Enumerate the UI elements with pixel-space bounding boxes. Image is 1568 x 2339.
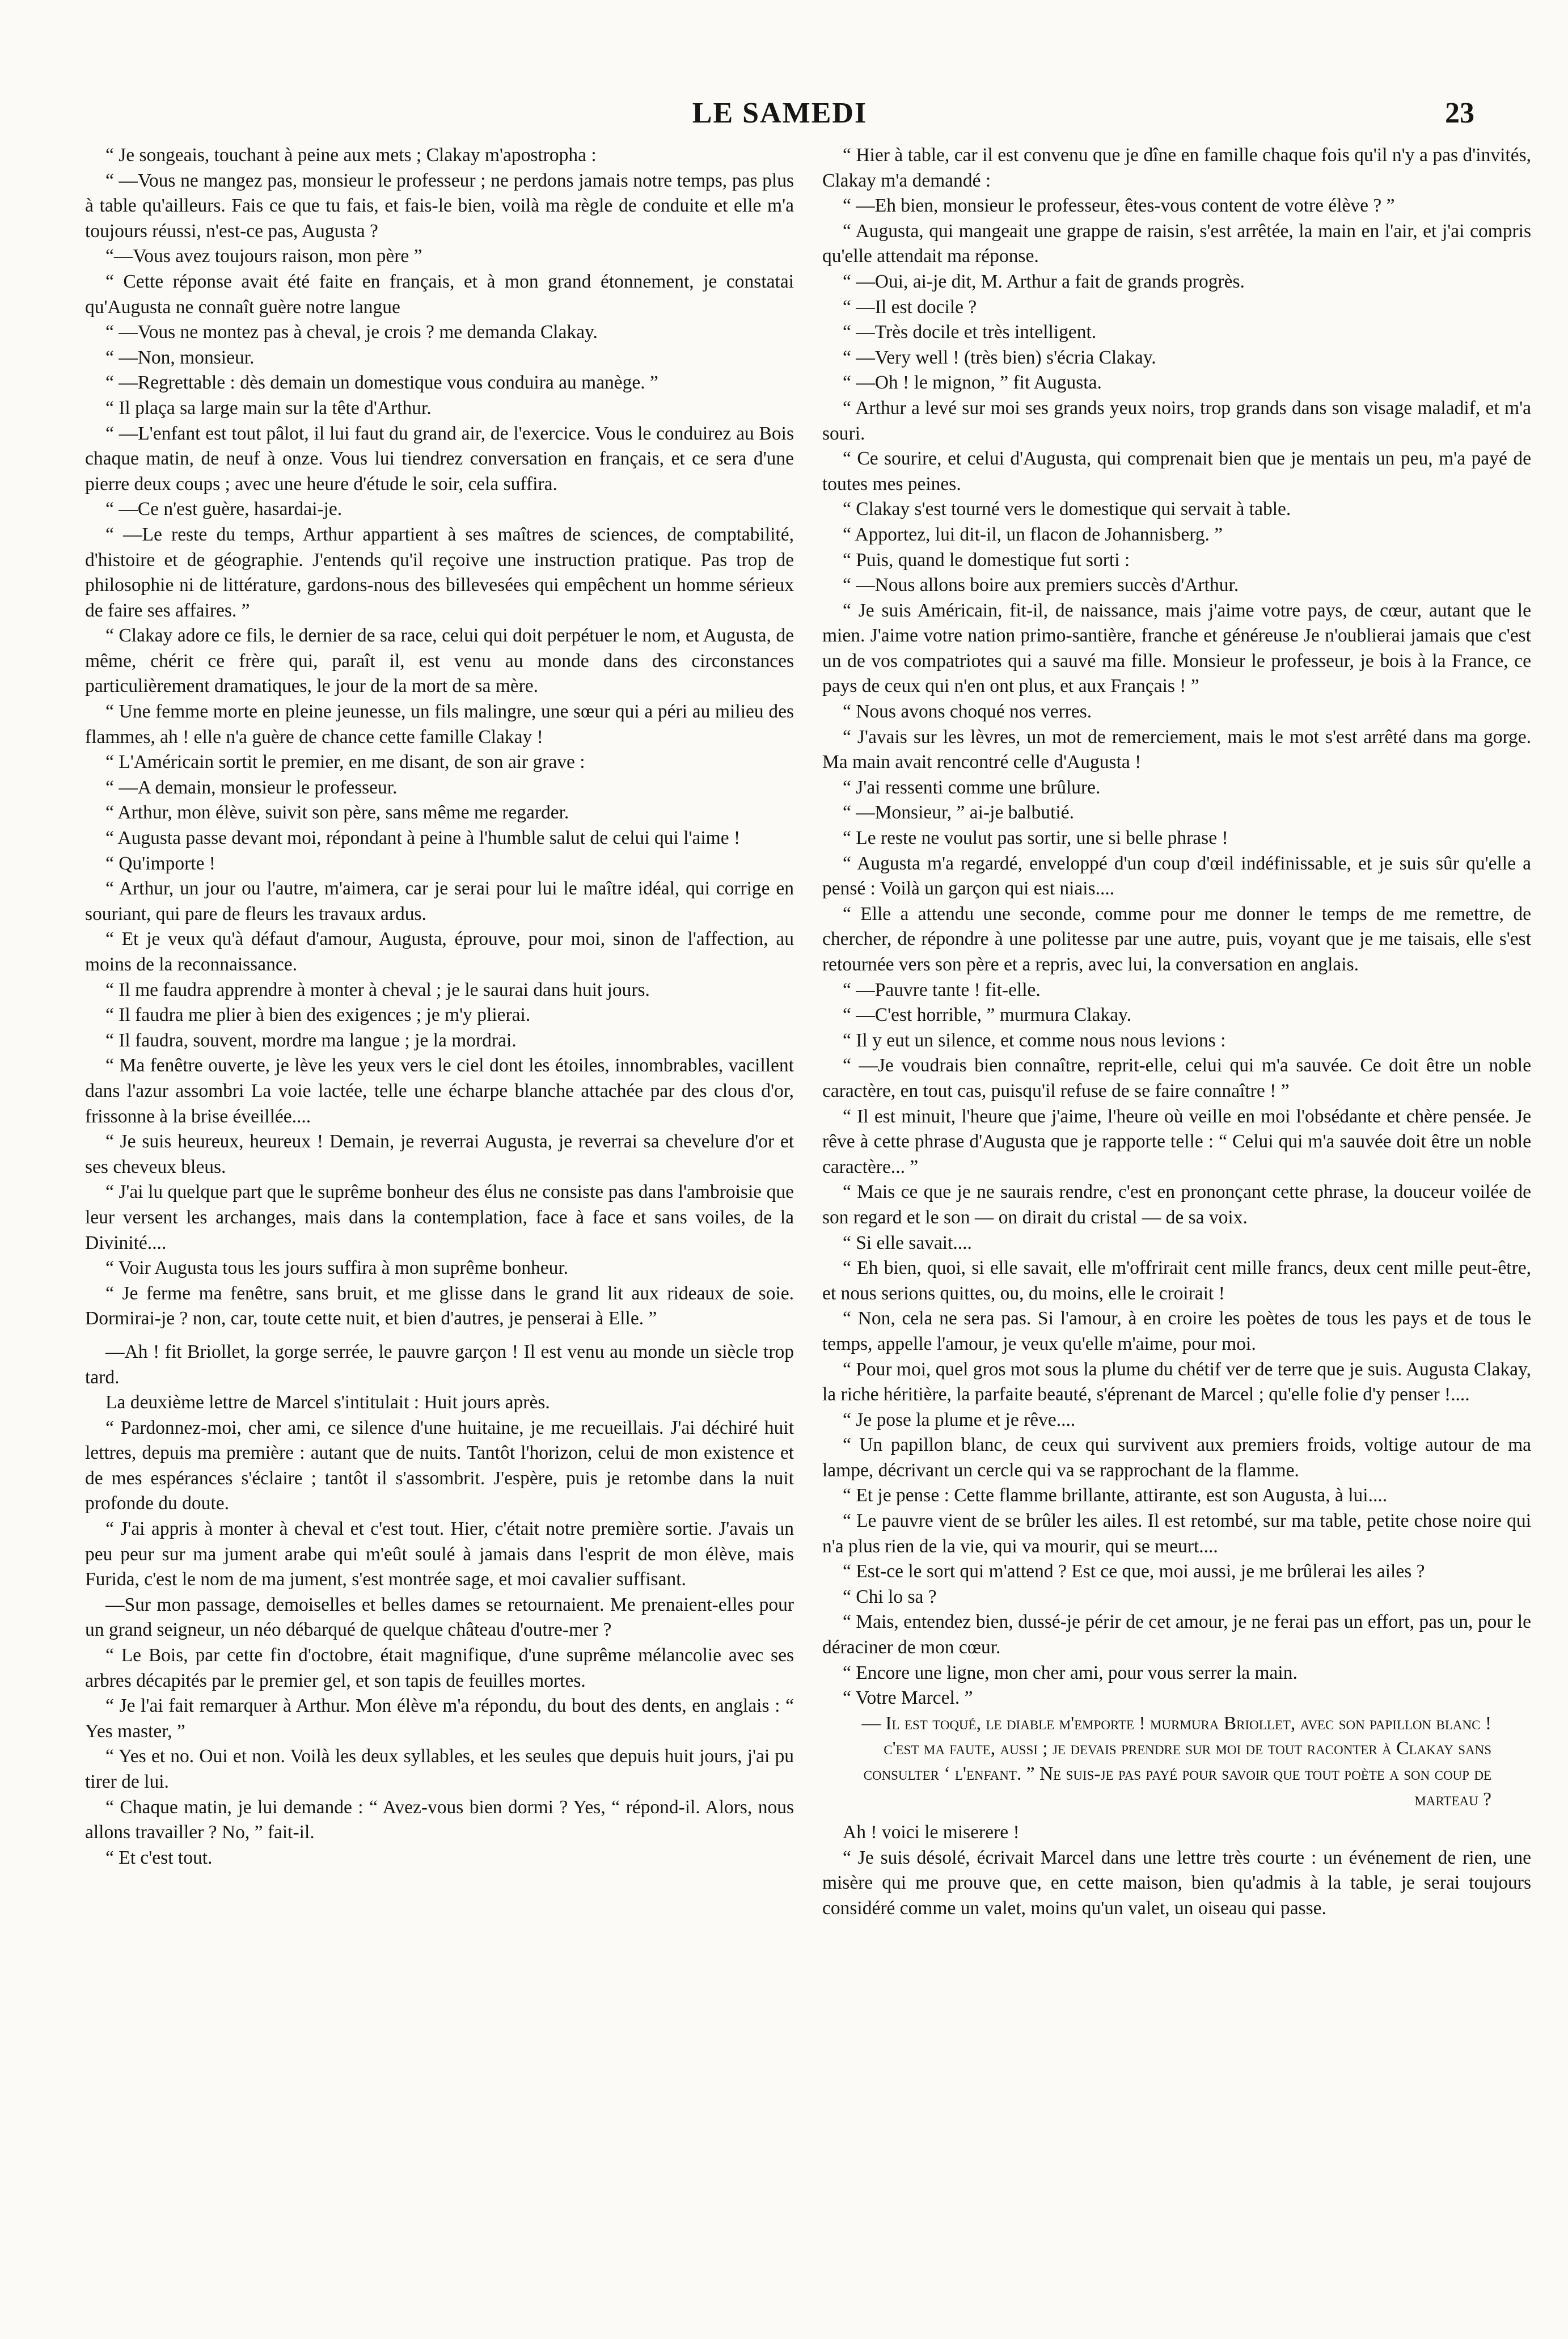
paragraph: “ —A demain, monsieur le professeur. xyxy=(105,776,398,798)
paragraph: “ Eh bien, quoi, si elle savait, elle m'offrirait cent mille francs, deux cent mille peut-être, et nous serions quittes, ou, du moins, elle le croirait ! xyxy=(822,1257,1531,1304)
paragraph: “ Augusta m'a regardé, enveloppé d'un coup d'œil indéfinissable, et je suis sûr qu'elle a pensé : Voilà un garçon qui est niais.... xyxy=(822,852,1531,900)
paragraph: “ J'ai lu quelque part que le suprême bonheur des élus ne consiste pas dans l'ambroisie que leur versent les archanges, mais dans la contemplation, face à face et sans voiles, de la Divinité.... xyxy=(85,1181,794,1253)
paragraph: “ Qu'importe ! xyxy=(105,852,215,874)
paragraph: “ —Eh bien, monsieur le professeur, êtes-vous content de votre élève ? ” xyxy=(843,195,1395,217)
paragraph: “ Il est minuit, l'heure que j'aime, l'heure où veille en moi l'obsédante et chère pensée. Je rêve à cette phrase d'Augusta que je rapporte telle : “ Celui qui m'a sauvée doit être un noble caractère... ” xyxy=(822,1105,1531,1177)
paragraph: “ —Il est docile ? xyxy=(843,296,977,318)
paragraph: “ Votre Marcel. ” xyxy=(843,1687,973,1709)
paragraph: — Il est toqué, le diable m'emporte ! murmura Briollet, avec son papillon blanc ! c'est ma faute, aussi ; je devais prendre sur moi de tout raconter à Clakay sans consulter ‘ l'enfant. ” Ne suis-je pas payé pour savoir que tout poète a son coup de marteau ? xyxy=(861,1712,1491,1810)
paragraph: “ Puis, quand le domestique fut sorti : xyxy=(843,549,1130,571)
paragraph: “ Ma fenêtre ouverte, je lève les yeux vers le ciel dont les étoiles, innombrables, vacillent dans l'azur assombri La voie lactée, telle une écharpe blanche attachée par des clous d'or, frissonne à la brise éveillée.... xyxy=(85,1055,794,1127)
paragraph: “ Yes et no. Oui et non. Voilà les deux syllables, et les seules que depuis huit jours, j'ai pu tirer de lui. xyxy=(85,1746,794,1792)
paragraph: “ L'Américain sortit le premier, en me disant, de son air grave : xyxy=(105,751,585,773)
paragraph: “ —Oh ! le mignon, ” fit Augusta. xyxy=(843,372,1102,394)
paragraph: —Ah ! fit Briollet, la gorge serrée, le pauvre garçon ! Il est venu au monde un siècle trop tard. xyxy=(85,1341,794,1388)
paragraph: “ Voir Augusta tous les jours suffira à mon suprême bonheur. xyxy=(105,1257,569,1279)
paragraph: “ —Pauvre tante ! fit-elle. xyxy=(843,979,1041,1000)
paragraph: “ —Monsieur, ” ai-je balbutié. xyxy=(843,802,1074,824)
paragraph: “ Le reste ne voulut pas sortir, une si belle phrase ! xyxy=(843,827,1228,849)
paragraph: “ Clakay s'est tourné vers le domestique qui servait à table. xyxy=(843,499,1291,520)
paragraph: “ J'ai appris à monter à cheval et c'est tout. Hier, c'était notre première sortie. J'avais un peu peur sur ma jument arabe qui m'eût soulé à jamais dans l'esprit de mon élève, mais Furida, c'est le nom de ma jument, s'est montrée sage, et moi cavalier suffisant. xyxy=(85,1518,794,1590)
paragraph: “ Clakay adore ce fils, le dernier de sa race, celui qui doit perpétuer le nom, et Augusta, de même, chérit ce frère qui, paraît il, est venu au monde dans des circonstances particulièrement dramatiques, le jour de la mort de sa mère. xyxy=(85,625,794,697)
paragraph: “ —Non, monsieur. xyxy=(105,347,255,368)
paragraph: “ Le Bois, par cette fin d'octobre, était magnifique, d'une suprême mélancolie avec ses arbres décapités par le premier gel, et son tapis de feuilles mortes. xyxy=(85,1645,794,1691)
paragraph: “ Ce sourire, et celui d'Augusta, qui comprenait bien que je mentais un peu, m'a payé de toutes mes peines. xyxy=(822,448,1531,495)
paragraph: “ Je suis Américain, fit-il, de naissance, mais j'aime votre pays, de cœur, autant que le mien. J'aime votre nation primo-santière, franche et généreuse Je n'oublierai jamais que c'est un de vos compatriotes qui a sauvé ma fille. Monsieur le professeur, je bois à la France, ce pays de ceux qui n'en ont plus, et aux Français ! ” xyxy=(822,599,1531,697)
paragraph: “ —Le reste du temps, Arthur appartient à ses maîtres de sciences, de comptabilité, d'histoire et de géographie. J'entends qu'il reçoive une instruction pratique. Pas trop de philosophie ni de littérature, gardons-nous des billevesées qui empêchent un homme sérieux de faire ses affaires. ” xyxy=(85,523,794,621)
paragraph: “ Je pose la plume et je rêve.... xyxy=(843,1409,1076,1430)
paragraph: “ —Je voudrais bien connaître, reprit-elle, celui qui m'a sauvée. Ce doit être un noble caractère, en tout cas, puisqu'il refuse de se faire connaître ! ” xyxy=(822,1055,1531,1101)
paragraph: “ Je songeais, touchant à peine aux mets ; Clakay m'apostropha : xyxy=(105,145,597,166)
paragraph: “ Je ferme ma fenêtre, sans bruit, et me glisse dans le grand lit aux rideaux de soie. Dormirai-je ? non, car, toute cette nuit, et bien d'autres, je penserai à Elle. ” xyxy=(85,1282,794,1329)
paragraph: “ Apportez, lui dit-il, un flacon de Johannisberg. ” xyxy=(843,523,1223,545)
paragraph: “ Le pauvre vient de se brûler les ailes. Il est retombé, sur ma table, petite chose noire qui n'a plus rien de la vie, qui va mourir, qui se meurt.... xyxy=(822,1510,1531,1557)
paragraph: “ —Very well ! (très bien) s'écria Clakay. xyxy=(843,347,1156,368)
paragraph: “ Nous avons choqué nos verres. xyxy=(843,701,1092,723)
paragraph: “ —Oui, ai-je dit, M. Arthur a fait de grands progrès. xyxy=(843,271,1245,292)
paragraph: “ Augusta, qui mangeait une grappe de raisin, s'est arrêtée, la main en l'air, et j'ai compris qu'elle attendait ma réponse. xyxy=(822,220,1531,267)
paragraph: “ Pardonnez-moi, cher ami, ce silence d'une huitaine, je me recueillais. J'ai déchiré huit lettres, depuis ma première : autant que de nuits. Tantôt l'horizon, celui de mon existence et de mes espérances s'éclaire ; tantôt il s'assombrit. J'espère, puis je retombe dans la nuit profonde du doute. xyxy=(85,1417,794,1514)
paragraph: “ J'ai ressenti comme une brûlure. xyxy=(843,776,1101,798)
running-title: LE SAMEDI xyxy=(692,97,868,129)
paragraph: “ Cette réponse avait été faite en français, et à mon grand étonnement, je constatai qu'Augusta ne connaît guère notre langue xyxy=(85,271,794,318)
paragraph: “ Est-ce le sort qui m'attend ? Est ce que, moi aussi, je me brûlerai les ailes ? xyxy=(843,1561,1425,1582)
paragraph: “ Chi lo sa ? xyxy=(843,1586,937,1607)
paragraph: La deuxième lettre de Marcel s'intitulait : Huit jours après. xyxy=(105,1392,550,1413)
paragraph: “ Mais ce que je ne saurais rendre, c'est en prononçant cette phrase, la douceur voilée de son regard et le son — on dirait du cristal — de sa voix. xyxy=(822,1181,1531,1228)
paragraph: “ Un papillon blanc, de ceux qui survivent aux premiers froids, voltige autour de ma lampe, décrivant un cercle qui va se rapprochant de la flamme. xyxy=(822,1434,1531,1481)
paragraph: “ Et je pense : Cette flamme brillante, attirante, est son Augusta, à lui.... xyxy=(843,1485,1388,1506)
paragraph: “ J'avais sur les lèvres, un mot de remerciement, mais le mot s'est arrêté dans ma gorge. Ma main avait rencontré celle d'Augusta ! xyxy=(822,726,1531,773)
page-header xyxy=(85,96,1474,136)
left-column xyxy=(85,143,794,2298)
paragraph: “ Il me faudra apprendre à monter à cheval ; je le saurai dans huit jours. xyxy=(105,979,650,1000)
paragraph: “ Je suis heureux, heureux ! Demain, je reverrai Augusta, je reverrai sa chevelure d'or et ses cheveux bleus. xyxy=(85,1131,794,1177)
page-number: 23 xyxy=(1445,97,1474,129)
paragraph: Ah ! voici le miserere ! xyxy=(843,1822,1020,1843)
paragraph: “ —Vous ne mangez pas, monsieur le professeur ; ne perdons jamais notre temps, pas plus à table qu'ailleurs. Fais ce que tu fais, et fais-le bien, voilà ma règle de conduite et elle m'a toujours réussi, n'est-ce pas, Augusta ? xyxy=(85,170,794,242)
paragraph: “ Il plaça sa large main sur la tête d'Arthur. xyxy=(105,397,432,419)
paragraph: “ Une femme morte en pleine jeunesse, un fils malingre, une sœur qui a péri au milieu des flammes, ah ! elle n'a guère de chance cette famille Clakay ! xyxy=(85,701,794,748)
paragraph: “ Augusta passe devant moi, répondant à peine à l'humble salut de celui qui l'aime ! xyxy=(105,827,741,849)
paragraph: “ —Ce n'est guère, hasardai-je. xyxy=(105,499,343,520)
paragraph: “ Je l'ai fait remarquer à Arthur. Mon élève m'a répondu, du bout des dents, en anglais : “ Yes master, ” xyxy=(85,1695,794,1742)
paragraph: “ Il faudra me plier à bien des exigences ; je m'y plierai. xyxy=(105,1004,531,1026)
paragraph: “ Arthur, mon élève, suivit son père, sans même me regarder. xyxy=(105,802,569,824)
paragraph: “ Pour moi, quel gros mot sous la plume du chétif ver de terre que je suis. Augusta Clakay, la riche héritière, la parfaite beauté, s'éprenant de Marcel ; qu'elle folie d'y penser !.... xyxy=(822,1358,1531,1405)
right-column xyxy=(822,143,1531,2298)
paragraph: “ Et je veux qu'à défaut d'amour, Augusta, éprouve, pour moi, sinon de l'affection, au moins de la reconnaissance. xyxy=(85,928,794,975)
paragraph: —Sur mon passage, demoiselles et belles dames se retournaient. Me prenaient-elles pour un grand seigneur, un néo débarqué de quelque château d'outre-mer ? xyxy=(85,1594,794,1641)
paragraph: “ Chaque matin, je lui demande : “ Avez-vous bien dormi ? Yes, “ répond-il. Alors, nous allons travailler ? No, ” fait-il. xyxy=(85,1796,794,1843)
paragraph: “ Il y eut un silence, et comme nous nous levions : xyxy=(843,1029,1226,1051)
paragraph: “ Encore une ligne, mon cher ami, pour vous serrer la main. xyxy=(843,1662,1297,1683)
paragraph: “ Je suis désolé, écrivait Marcel dans une lettre très courte : un événement de rien, une misère qui me prouve que, en cette maison, bien qu'admis à la table, je serai toujours considéré comme un valet, moins qu'un valet, un oiseau qui passe. xyxy=(822,1847,1531,1919)
paragraph: “ —Nous allons boire aux premiers succès d'Arthur. xyxy=(843,575,1239,596)
paragraph: “ Arthur, un jour ou l'autre, m'aimera, car je serai pour lui le maître idéal, qui corrige en souriant, qui pare de fleurs les travaux ardus. xyxy=(85,878,794,924)
paragraph: “ Non, cela ne sera pas. Si l'amour, à en croire les poètes de tous les pays et de tous le temps, appelle l'amour, je veux qu'elle m'aime, pour moi. xyxy=(822,1308,1531,1354)
paragraph: “ —L'enfant est tout pâlot, il lui faut du grand air, de l'exercice. Vous le conduirez au Bois chaque matin, de neuf à onze. Vous lui tiendrez conversation en français, et ce sera d'une pierre deux coups ; avec une heure d'étude le soir, cela suffira. xyxy=(85,423,794,495)
paragraph: “ Et c'est tout. xyxy=(105,1847,213,1868)
paragraph: “ —Vous ne montez pas à cheval, je crois ? me demanda Clakay. xyxy=(105,322,598,343)
paragraph: “ Si elle savait.... xyxy=(843,1232,972,1253)
paragraph: “ Hier à table, car il est convenu que je dîne en famille chaque fois qu'il n'y a pas d'invités, Clakay m'a demandé : xyxy=(822,145,1531,191)
paragraph: “ —Regrettable : dès demain un domestique vous conduira au manège. ” xyxy=(105,372,658,394)
paragraph: “ Elle a attendu une seconde, comme pour me donner le temps de me remettre, de chercher, de répondre à une politesse par une autre, puis, voyant que je me taisais, elle s'est retournée vers son père et a repris, avec lui, la conversation en anglais. xyxy=(822,903,1531,975)
paragraph: “—Vous avez toujours raison, mon père ” xyxy=(105,246,422,267)
paragraph: “ —C'est horrible, ” murmura Clakay. xyxy=(843,1004,1132,1026)
paragraph: “ —Très docile et très intelligent. xyxy=(843,322,1097,343)
paragraph: “ Il faudra, souvent, mordre ma langue ; je la mordrai. xyxy=(105,1029,517,1051)
paragraph: “ Mais, entendez bien, dussé-je périr de cet amour, je ne ferai pas un effort, pas un, pour le déraciner de mon cœur. xyxy=(822,1611,1531,1658)
paragraph: “ Arthur a levé sur moi ses grands yeux noirs, trop grands dans son visage maladif, et m'a souri. xyxy=(822,397,1531,444)
